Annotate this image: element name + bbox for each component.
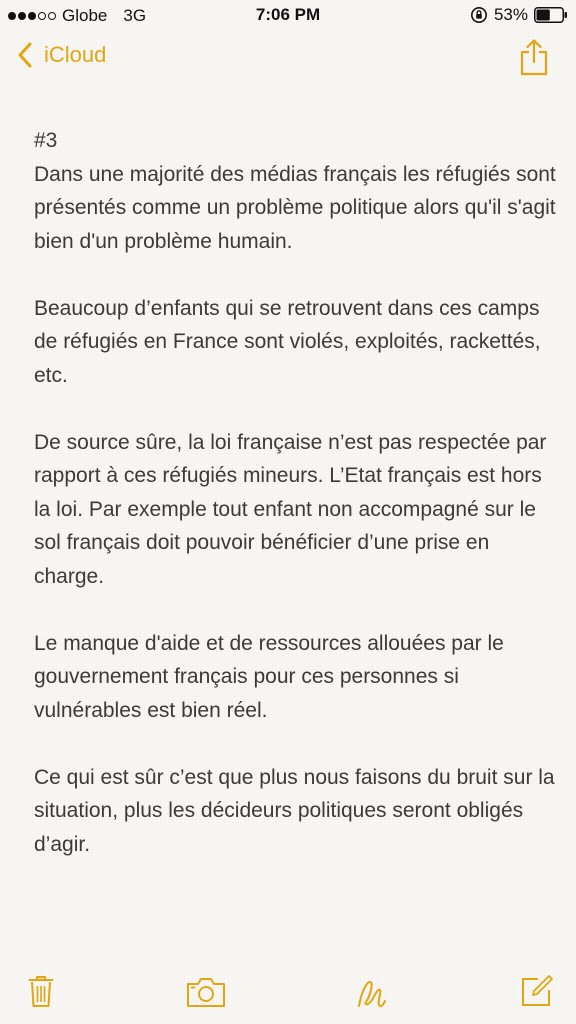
- note-paragraph: De source sûre, la loi française n’est pas respectée par rapport à ces réfugiés mineurs. L’Etat français est hors la loi. Par exemple tout enfant non accompagné sur le sol français doit pouvoir bénéficier d’une prise en charge.: [34, 430, 547, 588]
- share-button[interactable]: [518, 38, 550, 76]
- note-paragraph: Beaucoup d’enfants qui se retrouvent dans ces camps de réfugiés en France sont violés, exploités, rackettés, etc.: [34, 296, 541, 387]
- share-icon: [518, 38, 550, 76]
- delete-button[interactable]: [28, 974, 54, 1008]
- bottom-toolbar: [0, 964, 576, 1024]
- note-paragraph: Ce qui est sûr c’est que plus nous faisons du bruit sur la situation, plus les décideurs politiques seront obligés d’agir.: [34, 765, 555, 856]
- sketch-button[interactable]: [356, 976, 388, 1010]
- compose-button[interactable]: [520, 974, 554, 1008]
- battery-percent: 53%: [493, 5, 528, 24]
- chevron-left-icon: [16, 42, 34, 68]
- status-bar: [0, 0, 576, 34]
- note-paragraph: Le manque d'aide et de ressources allouées par le gouvernement français pour ces personnes si vulnérables est bien réel.: [34, 631, 504, 722]
- camera-icon: [186, 976, 226, 1008]
- back-label: iCloud: [44, 42, 107, 67]
- note-paragraph: Dans une majorité des médias français les réfugiés sont présentés comme un problème politique alors qu'il s'agit bien d'un problème humain.: [34, 162, 556, 253]
- status-right: [470, 5, 568, 25]
- note-body[interactable]: [34, 124, 558, 895]
- navigation-bar: [0, 34, 576, 84]
- compose-icon: [520, 974, 554, 1008]
- carrier-name: Globe: [62, 6, 108, 25]
- trash-icon: [28, 974, 54, 1008]
- camera-button[interactable]: [186, 976, 226, 1008]
- back-button[interactable]: [16, 42, 106, 68]
- status-time: 7:06 PM: [255, 5, 321, 24]
- battery-icon: [534, 7, 568, 23]
- rotation-lock-icon: [470, 6, 488, 24]
- note-heading: #3: [34, 129, 58, 152]
- sketch-icon: [356, 976, 388, 1010]
- network-type: 3G: [123, 6, 147, 25]
